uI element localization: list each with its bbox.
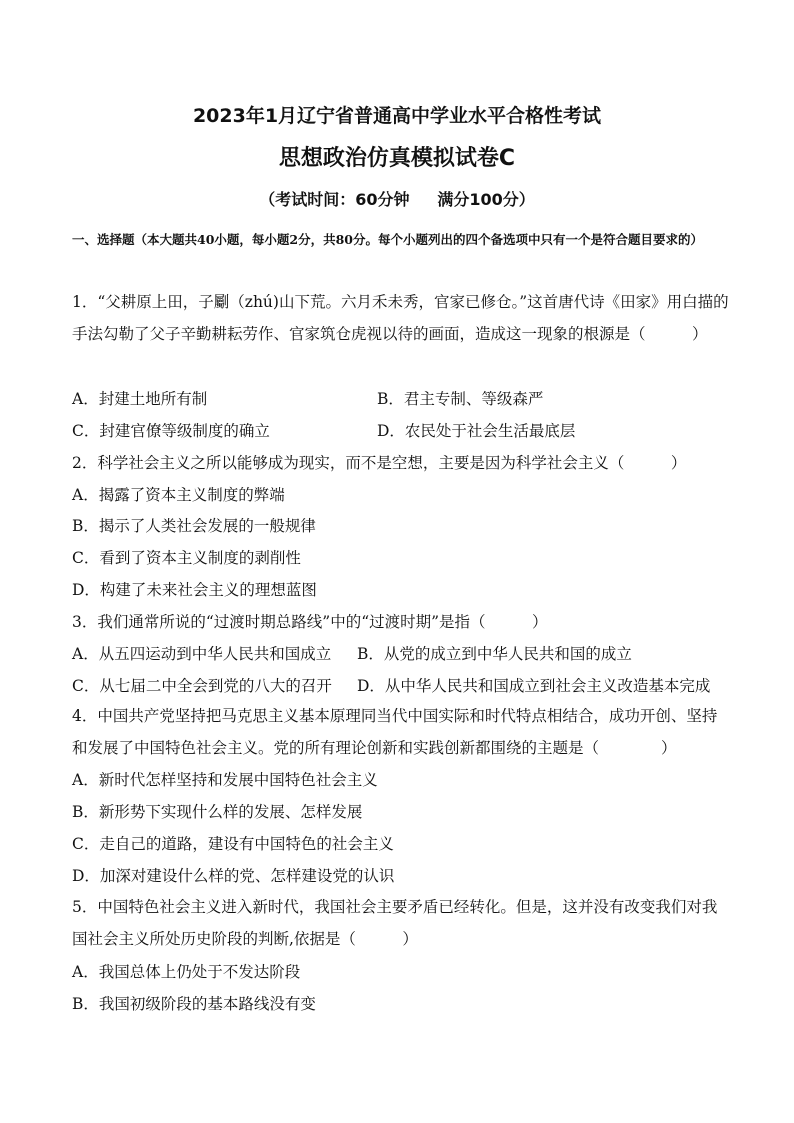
question-4-stem: 4．中国共产党坚持把马克思主义基本原理同当代中国实际和时代特点相结合，成功开创、坚持和发展了中国特色社会主义。党的所有理论创新和实践创新都围绕的主题是（ ） (72, 707, 718, 757)
q1-option-b: B．君主专制、等级森严 (377, 390, 544, 408)
q3-option-d: D．从中华人民共和国成立到社会主义改造基本完成 (357, 677, 711, 695)
q1-option-d: D．农民处于社会生活最底层 (377, 422, 576, 440)
q5-option-b: B．我国初级阶段的基本路线没有变 (72, 995, 316, 1013)
question-3-stem: 3．我们通常所说的“过渡时期总路线”中的“过渡时期”是指（ ） (72, 613, 548, 631)
q4-option-a: A．新时代怎样坚持和发展中国特色社会主义 (72, 771, 378, 789)
question-1-stem: 1．“父耕原上田，子劚（zhú)山下荒。六月禾未秀，官家已修仓。”这首唐代诗《田家》用白描的手法勾勒了父子辛勤耕耘劳作、官家筑仓虎视以待的画面，造成这一现象的根源是（ ） (72, 293, 729, 343)
q1-option-c: C．封建官僚等级制度的确立 (72, 422, 270, 440)
q3-option-c: C．从七届二中全会到党的八大的召开 (72, 677, 332, 695)
q5-option-a: A．我国总体上仍处于不发达阶段 (72, 963, 301, 981)
q2-option-a: A．揭露了资本主义制度的弊端 (72, 486, 285, 504)
q2-option-c: C．看到了资本主义制度的剥削性 (72, 549, 301, 567)
question-2-stem: 2．科学社会主义之所以能够成为现实，而不是空想，主要是因为科学社会主义（ ） (72, 454, 687, 472)
exam-subtitle: 思想政治仿真模拟试卷C (278, 146, 516, 171)
q2-option-d: D．构建了未来社会主义的理想蓝图 (72, 581, 317, 599)
q3-option-b: B．从党的成立到中华人民共和国的成立 (357, 645, 632, 663)
q4-option-b: B．新形势下实现什么样的发展、怎样发展 (72, 803, 363, 821)
exam-title: 2023年1月辽宁省普通高中学业水平合格性考试 (192, 105, 602, 127)
q2-option-b: B．揭示了人类社会发展的一般规律 (72, 517, 316, 535)
q4-option-d: D．加深对建设什么样的党、怎样建设党的认识 (72, 867, 395, 885)
q3-option-a: A．从五四运动到中华人民共和国成立 (72, 645, 332, 663)
question-5-stem: 5．中国特色社会主义进入新时代，我国社会主要矛盾已经转化。但是，这并没有改变我们对我国社会主义所处历史阶段的判断,依据是（ ） (72, 898, 718, 948)
section-heading: 一、选择题（本大题共40小题，每小题2分，共80分。每个小题列出的四个备选项中只有一个是符合题目要求的） (72, 232, 703, 247)
q1-option-a: A．封建土地所有制 (72, 390, 208, 408)
exam-info: （考试时间：60分钟 满分100分） (259, 190, 535, 209)
q4-option-c: C．走自己的道路，建设有中国特色的社会主义 (72, 835, 394, 853)
